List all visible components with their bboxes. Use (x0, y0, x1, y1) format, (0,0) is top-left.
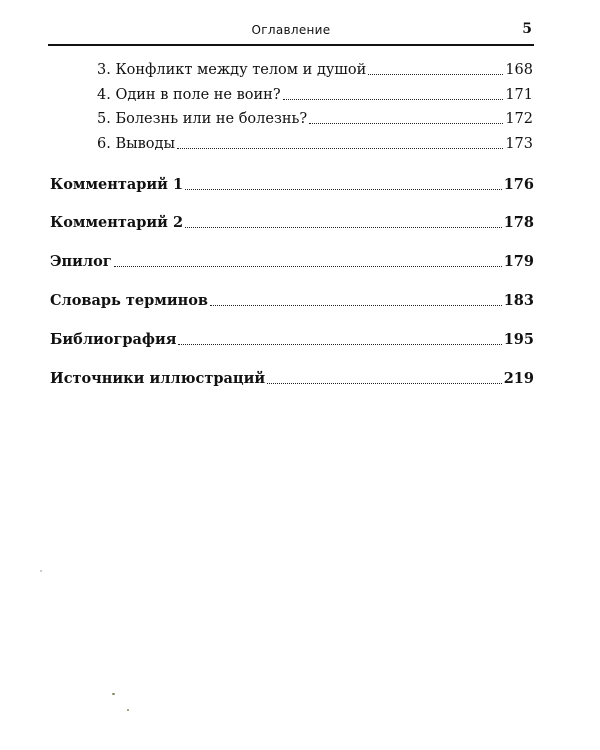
dot-leader (267, 383, 502, 384)
toc-entry (50, 292, 534, 309)
toc-entry-label: Комментарий 2 (50, 214, 184, 231)
toc-entry-page: 179 (503, 253, 534, 270)
toc-entry (97, 136, 533, 152)
dot-leader (283, 99, 504, 100)
dot-leader (210, 305, 502, 306)
toc-entry (97, 87, 533, 103)
toc-entry-page: 183 (503, 292, 534, 309)
dot-leader (177, 148, 503, 149)
toc-entry-label: 3. Конфликт между телом и душой (97, 62, 367, 78)
toc-entry-label: Комментарий 1 (50, 176, 184, 193)
toc-entry (50, 370, 534, 387)
toc-entry (50, 253, 534, 270)
dot-leader (178, 344, 501, 345)
toc-entry-label: Источники иллюстраций (50, 370, 266, 387)
toc-entry-page: 195 (503, 331, 534, 348)
dot-leader (309, 123, 503, 124)
toc-entry-page: 176 (503, 176, 534, 193)
toc-entry-page: 172 (505, 111, 533, 127)
toc-entry-label: 5. Болезнь или не болезнь? (97, 111, 308, 127)
toc-entry-label: 4. Один в поле не воин? (97, 87, 281, 103)
toc-entry-page: 168 (505, 62, 533, 78)
toc-entry-label: 6. Выводы (97, 136, 176, 152)
toc-entry-page: 178 (503, 214, 534, 231)
print-speck (112, 693, 115, 695)
toc-entry-label: Библиография (50, 331, 177, 348)
toc-entry-page: 219 (503, 370, 534, 387)
toc-entry (50, 176, 534, 193)
toc-entry-label: Эпилог (50, 253, 112, 270)
toc-entry-page: 171 (505, 87, 533, 103)
dot-leader (185, 227, 502, 228)
toc-entry (50, 331, 534, 348)
toc-entry (97, 62, 533, 78)
dot-leader (368, 74, 503, 75)
print-speck (127, 709, 129, 711)
running-header (48, 18, 534, 46)
toc-entry-label: Словарь терминов (50, 292, 208, 309)
dot-leader (185, 189, 502, 190)
running-header-title: Оглавление (251, 23, 331, 37)
toc-entry (50, 214, 534, 231)
print-speck (40, 570, 42, 572)
toc-entry-page: 173 (505, 136, 533, 152)
page-number: 5 (522, 21, 532, 37)
toc-entry (97, 111, 533, 127)
dot-leader (114, 266, 502, 267)
